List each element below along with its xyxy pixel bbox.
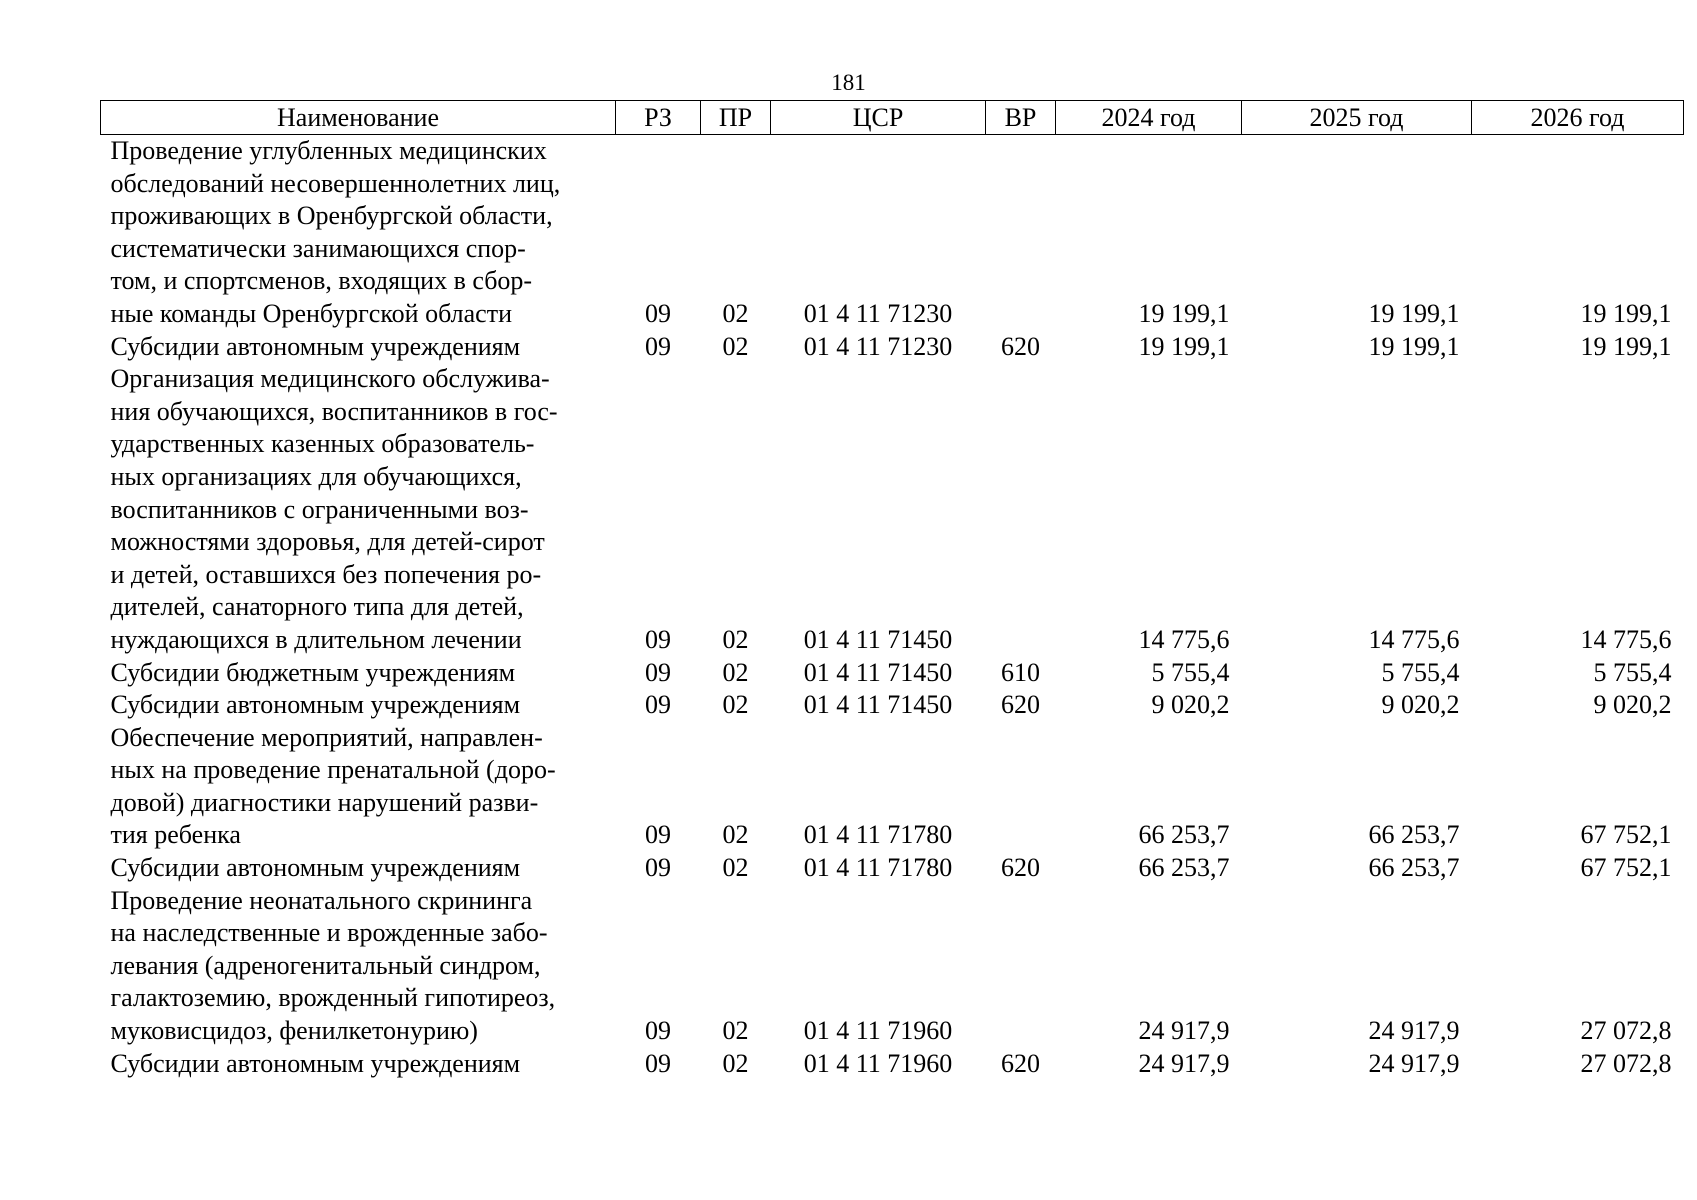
cell-csr: 01 4 11 71450: [803, 690, 953, 720]
name-line: левания (адреногенитальный синдром,: [110, 950, 541, 980]
name-line: на наследственные и врожденные забо-: [110, 918, 548, 948]
cell-csr: 01 4 11 71230: [803, 331, 953, 361]
cell-vr: [986, 363, 1056, 656]
name-line: Субсидии автономным учреждениям: [110, 853, 521, 883]
cell-2026: 67 752,1: [1580, 820, 1672, 850]
cell-csr: 01 4 11 71960: [803, 1016, 953, 1046]
cell-2026: 19 199,1: [1580, 298, 1672, 328]
cell-csr: 01 4 11 71450: [803, 657, 953, 687]
cell-pr: 02: [722, 657, 749, 687]
cell-rz: 09: [645, 853, 671, 883]
name-line: ных организациях для обучающихся,: [110, 461, 522, 491]
name-line: Организация медицинского обслужива-: [110, 364, 550, 394]
cell-vr: 620: [1001, 853, 1040, 883]
name-line: Субсидии автономным учреждениям: [110, 331, 521, 361]
table-header-row: [101, 101, 1684, 135]
name-line: систематически занимающихся спор-: [110, 233, 526, 263]
name-line: Субсидии автономным учреждениям: [110, 690, 521, 720]
cell-2025: 66 253,7: [1368, 853, 1460, 883]
cell-csr: 01 4 11 71450: [803, 624, 953, 654]
name-line: дителей, санаторного типа для детей,: [110, 592, 524, 622]
table-row: [101, 689, 1684, 722]
cell-rz: 09: [645, 657, 671, 687]
cell-vr: [986, 135, 1056, 331]
cell-pr: 02: [722, 820, 749, 850]
name-line: ния обучающихся, воспитанников в гос-: [110, 396, 558, 426]
name-line: и детей, оставшихся без попечения ро-: [110, 559, 542, 589]
table-row: [101, 657, 1684, 690]
cell-rz: 09: [645, 331, 671, 361]
name-line: можностями здоровья, для детей-сирот: [110, 527, 545, 557]
cell-2024: 5 755,4: [1151, 657, 1230, 687]
cell-2025: 5 755,4: [1381, 657, 1460, 687]
name-line: галактоземию, врожденный гипотиреоз,: [110, 983, 556, 1013]
cell-name: [101, 885, 616, 1048]
cell-2025: 19 199,1: [1368, 298, 1460, 328]
cell-2024: 9 020,2: [1151, 690, 1230, 720]
cell-csr: 01 4 11 71780: [803, 820, 953, 850]
cell-2025: 66 253,7: [1368, 820, 1460, 850]
cell-name: [101, 363, 616, 656]
cell-rz: 09: [645, 690, 671, 720]
cell-name: [101, 135, 616, 331]
table-row: [101, 331, 1684, 364]
cell-csr: 01 4 11 71960: [803, 1048, 953, 1078]
header-csr: ЦСР: [771, 101, 986, 135]
cell-2024: 19 199,1: [1138, 331, 1230, 361]
cell-2025: 24 917,9: [1368, 1048, 1460, 1078]
cell-pr: 02: [722, 331, 749, 361]
cell-csr: 01 4 11 71780: [803, 853, 953, 883]
cell-name: [101, 722, 616, 852]
header-2025: 2025 год: [1242, 101, 1472, 135]
table-row: [101, 363, 1684, 656]
cell-2024: 24 917,9: [1138, 1048, 1230, 1078]
cell-2026: 19 199,1: [1580, 331, 1672, 361]
header-vr: ВР: [986, 101, 1056, 135]
name-line: обследований несовершеннолетних лиц,: [110, 168, 561, 198]
cell-rz: 09: [645, 298, 671, 328]
name-line: ударственных казенных образователь-: [110, 429, 535, 459]
cell-rz: 09: [645, 1016, 671, 1046]
cell-pr: 02: [722, 690, 749, 720]
name-line: Проведение углубленных медицинских: [110, 136, 547, 165]
cell-2024: 24 917,9: [1138, 1016, 1230, 1046]
cell-name: [101, 852, 616, 885]
cell-vr: 620: [1001, 690, 1040, 720]
cell-2025: 24 917,9: [1368, 1016, 1460, 1046]
cell-2024: 19 199,1: [1138, 298, 1230, 328]
cell-2025: 9 020,2: [1381, 690, 1460, 720]
page-number: 181: [831, 70, 866, 95]
cell-2026: 14 775,6: [1580, 624, 1672, 654]
cell-vr: [986, 885, 1056, 1048]
name-line: проживающих в Оренбургской области,: [110, 201, 553, 231]
cell-pr: 02: [722, 1048, 749, 1078]
name-line: ных на проведение пренатальной (доро-: [110, 755, 556, 785]
cell-2026: 27 072,8: [1580, 1048, 1672, 1078]
name-line: Проведение неонатального скрининга: [110, 885, 533, 915]
table-row: [101, 852, 1684, 885]
table-body: [101, 135, 1684, 1081]
table-row: [101, 722, 1684, 852]
name-line: тия ребенка: [110, 820, 241, 850]
budget-table: [100, 100, 1684, 1080]
cell-vr: 620: [1001, 331, 1040, 361]
cell-pr: 02: [722, 298, 749, 328]
cell-2025: 19 199,1: [1368, 331, 1460, 361]
cell-pr: 02: [722, 624, 749, 654]
cell-rz: 09: [645, 1048, 671, 1078]
cell-vr: 620: [1001, 1048, 1040, 1078]
header-2024: 2024 год: [1056, 101, 1242, 135]
header-2026: 2026 год: [1472, 101, 1684, 135]
cell-2026: 27 072,8: [1580, 1016, 1672, 1046]
cell-name: [101, 331, 616, 364]
cell-2024: 14 775,6: [1138, 624, 1230, 654]
cell-csr: 01 4 11 71230: [803, 298, 953, 328]
name-line: довой) диагностики нарушений разви-: [110, 787, 539, 817]
cell-2026: 67 752,1: [1580, 853, 1672, 883]
name-line: Обеспечение мероприятий, направлен-: [110, 722, 543, 752]
cell-2025: 14 775,6: [1368, 624, 1460, 654]
name-line: ные команды Оренбургской области: [110, 298, 512, 328]
header-pr: ПР: [701, 101, 771, 135]
header-rz: РЗ: [616, 101, 701, 135]
name-line: Субсидии бюджетным учреждениям: [110, 657, 516, 687]
cell-pr: 02: [722, 853, 749, 883]
cell-rz: 09: [645, 624, 671, 654]
cell-2024: 66 253,7: [1138, 853, 1230, 883]
cell-rz: 09: [645, 820, 671, 850]
name-line: том, и спортсменов, входящих в сбор-: [110, 266, 533, 296]
table-row: [101, 1048, 1684, 1081]
cell-name: [101, 1048, 616, 1081]
name-line: муковисцидоз, фенилкетонурию): [110, 1016, 478, 1046]
cell-pr: 02: [722, 1016, 749, 1046]
name-line: Субсидии автономным учреждениям: [110, 1048, 521, 1078]
cell-vr: [986, 722, 1056, 852]
name-line: воспитанников с ограниченными воз-: [110, 494, 529, 524]
cell-2024: 66 253,7: [1138, 820, 1230, 850]
table-row: [101, 135, 1684, 331]
cell-name: [101, 689, 616, 722]
name-line: нуждающихся в длительном лечении: [110, 624, 522, 654]
table-row: [101, 885, 1684, 1048]
header-name: Наименование: [101, 101, 616, 135]
cell-2026: 9 020,2: [1593, 690, 1672, 720]
cell-vr: 610: [1001, 657, 1040, 687]
cell-2026: 5 755,4: [1593, 657, 1672, 687]
cell-name: [101, 657, 616, 690]
